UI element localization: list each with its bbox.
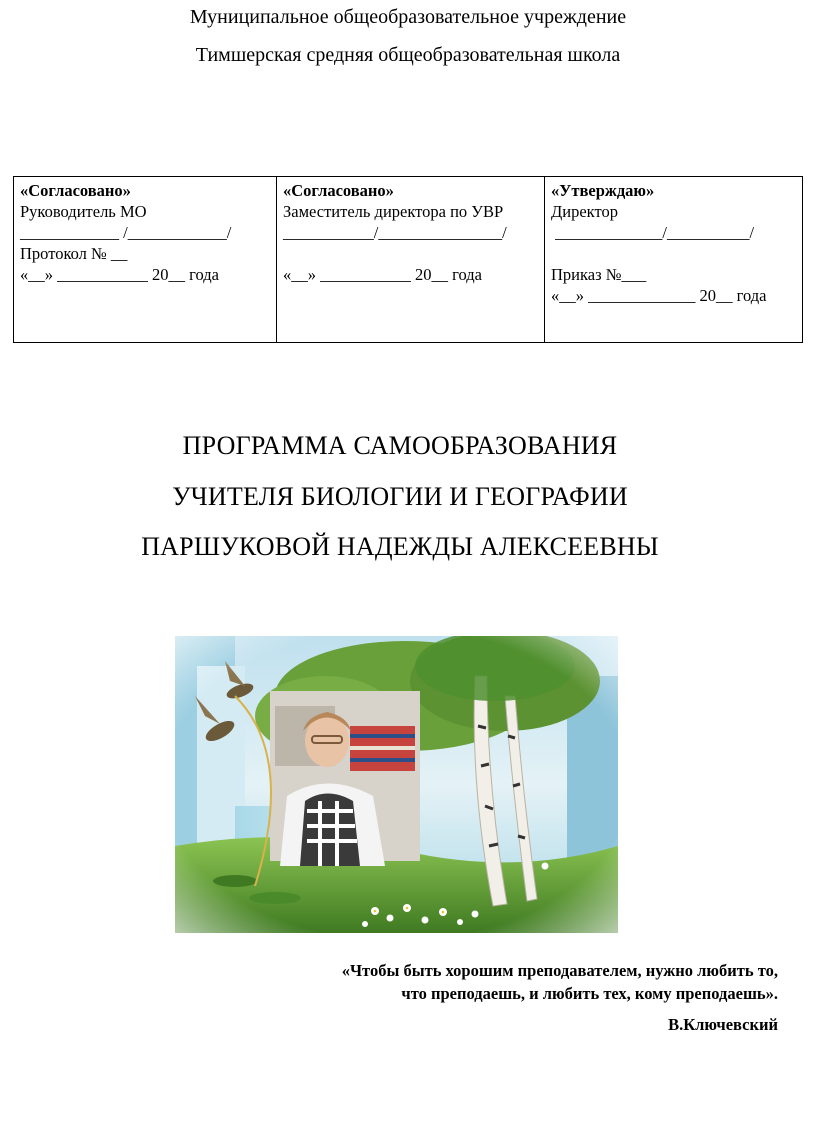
date-line: «__» _____________ 20__ года	[551, 286, 767, 305]
approval-line: Руководитель МО	[20, 202, 147, 221]
approval-cell-director	[545, 177, 803, 343]
signature-line: _____________/__________/	[551, 223, 755, 242]
epigraph-line-2: что преподаешь, и любить тех, кому преподаешь».	[401, 984, 778, 1003]
approval-table	[13, 176, 803, 343]
blank-line	[551, 243, 798, 264]
approval-title: «Утверждаю»	[551, 181, 655, 200]
school-name: Тимшерская средняя общеобразовательная школа	[195, 44, 621, 66]
approval-title: «Согласовано»	[283, 181, 394, 200]
institution-type: Муниципальное общеобразовательное учреждение	[189, 6, 627, 28]
signature-line: ____________ /____________/	[20, 223, 232, 242]
teacher-name: ПАРШУКОВОЙ НАДЕЖДЫ АЛЕКСЕЕВНЫ	[141, 532, 659, 561]
approval-cell-deputy	[277, 177, 545, 343]
protocol-line: Протокол № __	[20, 244, 128, 263]
signature-line: ___________/_______________/	[283, 223, 507, 242]
epigraph-author: В.Ключевский	[668, 1015, 778, 1034]
date-line: «__» ___________ 20__ года	[283, 265, 482, 284]
program-title: ПРОГРАММА САМООБРАЗОВАНИЯ	[182, 431, 618, 460]
approval-line: Заместитель директора по УВР	[283, 202, 504, 221]
program-subtitle: УЧИТЕЛЯ БИОЛОГИИ И ГЕОГРАФИИ	[172, 482, 628, 511]
teacher-photo-collage	[175, 636, 618, 933]
blank-line	[283, 243, 540, 264]
approval-title: «Согласовано»	[20, 181, 131, 200]
epigraph-line-1: «Чтобы быть хорошим преподавателем, нужно любить то,	[341, 961, 778, 980]
order-line: Приказ №___	[551, 265, 647, 284]
approval-cell-mo	[14, 177, 277, 343]
approval-line: Директор	[551, 202, 618, 221]
date-line: «__» ___________ 20__ года	[20, 265, 219, 284]
